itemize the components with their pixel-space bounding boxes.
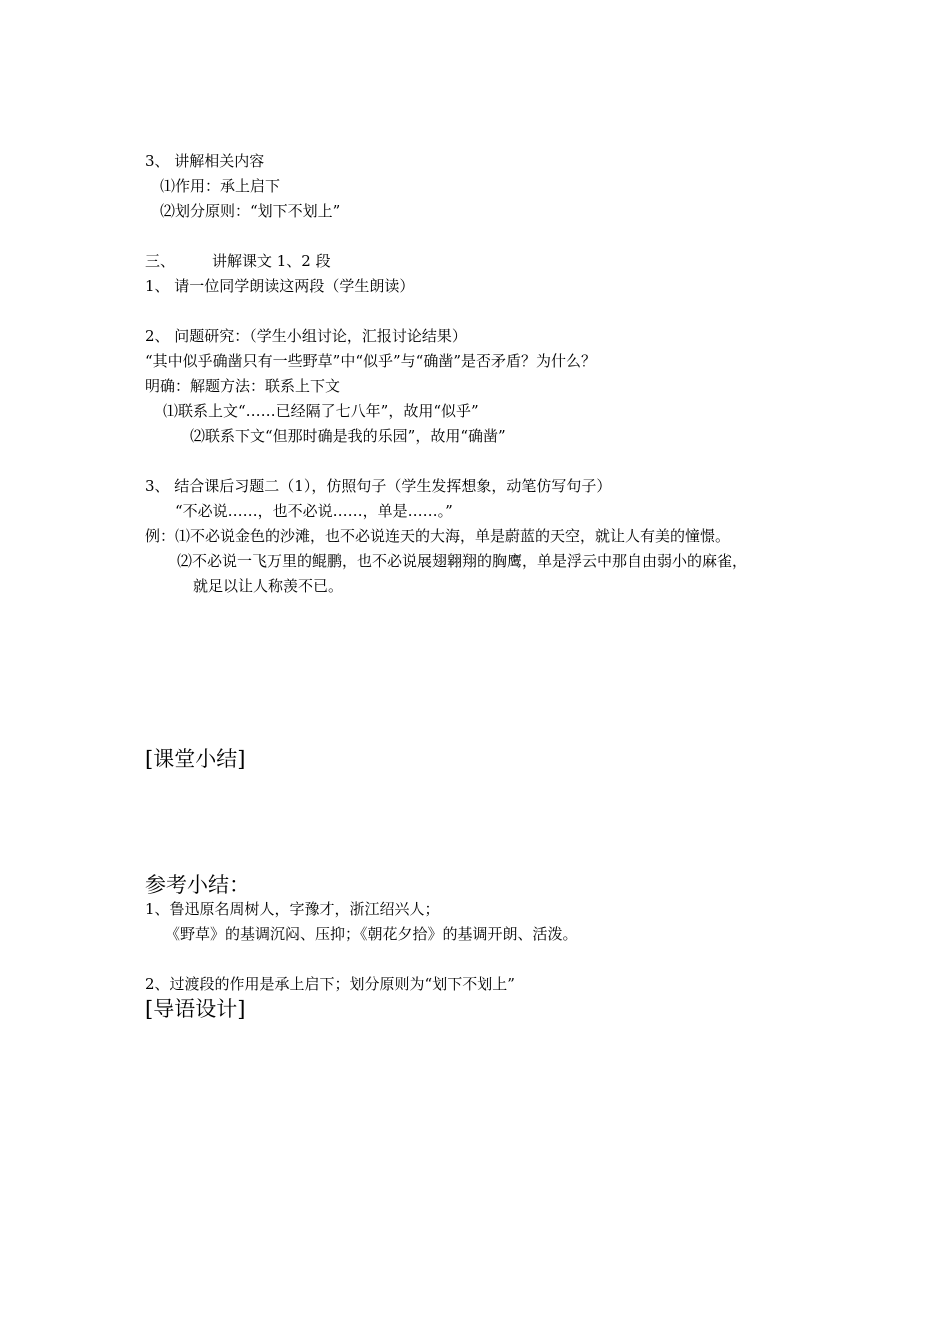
class-summary-heading: [课堂小结]: [145, 747, 246, 771]
reference-summary-heading: 参考小结：: [145, 873, 250, 897]
reference-point-1: 1、鲁迅原名周树人，字豫才，浙江绍兴人；: [145, 900, 440, 918]
intro-design-heading: [导语设计]: [145, 997, 246, 1021]
part-3-answer-1: ⑴联系上文“……已经隔了七八年”，故用“似乎”: [163, 402, 479, 420]
section-3-title: 3、 讲解相关内容: [145, 152, 265, 170]
part-3-number: 三、: [145, 252, 176, 270]
part-3-question: “其中似乎确凿只有一些野草”中“似乎”与“确凿”是否矛盾？为什么？: [145, 352, 597, 370]
part-3-step-2: 2、 问题研究：（学生小组讨论，汇报讨论结果）: [145, 327, 467, 345]
section-3-item-1: ⑴作用：承上启下: [160, 177, 281, 195]
part-3-example-1: 例：⑴不必说金色的沙滩，也不必说连天的大海，单是蔚蓝的天空，就让人有美的憧憬。: [145, 527, 731, 545]
reference-point-1-sub: 《野草》的基调沉闷、压抑；《朝花夕拾》的基调开朗、活泼。: [165, 925, 578, 943]
part-3-answer-2: ⑵联系下文“但那时确是我的乐园”，故用“确凿”: [190, 427, 506, 445]
part-3-example-2: ⑵不必说一飞万里的鲲鹏，也不必说展翅翱翔的胸鹰，单是浮云中那自由弱小的麻雀，: [177, 552, 748, 570]
part-3-answer: 明确：解题方法：联系上下文: [145, 377, 341, 395]
section-3-item-2: ⑵划分原则：“划下不划上”: [160, 202, 341, 220]
part-3-title: 讲解课文 1、2 段: [212, 252, 331, 270]
reference-point-2: 2、过渡段的作用是承上启下；划分原则为“划下不划上”: [145, 975, 515, 993]
part-3-step-1: 1、 请一位同学朗读这两段（学生朗读）: [145, 277, 415, 295]
part-3-example-2-continued: 就足以让人称羡不已。: [193, 577, 344, 595]
part-3-pattern: “不必说……，也不必说……，单是……。”: [175, 502, 453, 520]
part-3-step-3: 3、 结合课后习题二（1），仿照句子（学生发挥想象，动笔仿写句子）: [145, 477, 612, 495]
